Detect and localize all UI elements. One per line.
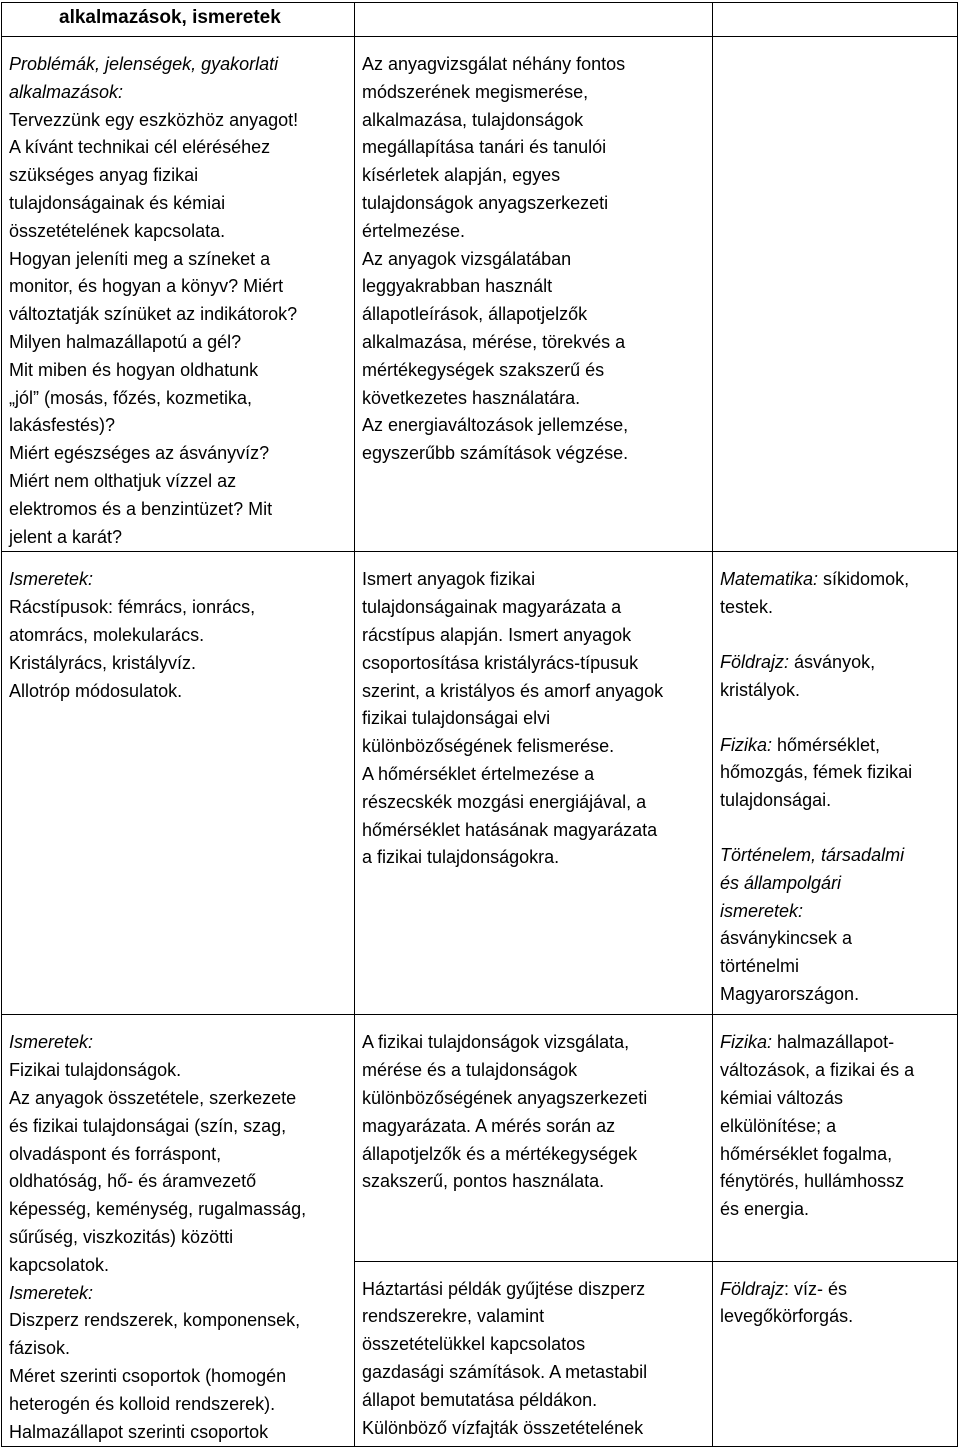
text-line: állapot bemutatása példákon. <box>362 1389 598 1410</box>
text-line: gazdasági számítások. A metastabil <box>362 1361 648 1382</box>
text-line: kapcsolatok. <box>9 1254 110 1275</box>
goals-cell <box>355 552 713 1015</box>
text-line: Magyarországon. <box>720 983 860 1004</box>
text-line: elkülönítése; a <box>720 1115 837 1136</box>
text-line: mérése és a tulajdonságok <box>362 1060 578 1081</box>
text-line: különbözőségének felismerése. <box>362 736 615 757</box>
knowledge-heading: Ismeretek: <box>9 1032 94 1053</box>
text-line: tulajdonságok anyagszerkezeti <box>362 192 609 213</box>
text-line: Az anyagok összetétele, szerkezete <box>9 1087 297 1108</box>
empty-header-cell <box>713 3 958 37</box>
connection-text: ásványok, <box>789 651 876 672</box>
text-line: szakszerű, pontos használata. <box>362 1171 605 1192</box>
subject-label: és állampolgári <box>720 872 842 893</box>
text-line: leggyakrabban használt <box>362 276 553 297</box>
text-line: kristályok. <box>720 679 801 700</box>
problems-heading-line: alkalmazások: <box>9 81 124 102</box>
text-line: fénytörés, hullámhossz <box>720 1171 905 1192</box>
knowledge-cell <box>2 1015 355 1447</box>
text-line: Allotróp módosulatok. <box>9 680 183 701</box>
connections-cell <box>713 552 958 1015</box>
text-line: ásványkincsek a <box>720 928 853 949</box>
text-line: kémiai változás <box>720 1087 844 1108</box>
problems-heading-line: Problémák, jelenségek, gyakorlati <box>9 54 279 74</box>
text-line: különbözőségének anyagszerkezeti <box>362 1087 648 1108</box>
text-line: A fizikai tulajdonságok vizsgálata, <box>362 1032 630 1053</box>
text-line: lakásfestés)? <box>9 415 116 436</box>
knowledge-cell <box>2 552 355 1015</box>
table-row <box>2 1015 958 1261</box>
text-line: Diszperz rendszerek, komponensek, <box>9 1310 301 1331</box>
text-line: Méret szerinti csoportok (homogén <box>9 1365 287 1386</box>
text-line: tulajdonságai. <box>720 790 832 811</box>
curriculum-table <box>1 2 958 1447</box>
problems-cell <box>2 37 355 552</box>
text-line: következetes használatára. <box>362 387 581 408</box>
text-line: monitor, és hogyan a könyv? Miért <box>9 276 284 297</box>
text-line: olvadáspont és forráspont, <box>9 1143 222 1164</box>
text-line: heterogén és kolloid rendszerek). <box>9 1393 276 1414</box>
text-line: hőmozgás, fémek fizikai <box>720 762 913 783</box>
text-line: atomrács, molekularács. <box>9 624 205 645</box>
text-line: hőmérséklet hatásának magyarázata <box>362 819 658 840</box>
connection-line <box>720 566 949 594</box>
text-line: Halmazállapot szerinti csoportok <box>9 1421 269 1442</box>
text-line: alkalmazása, tulajdonságok <box>362 109 584 130</box>
text-line: mértékegységek szakszerű és <box>362 359 605 380</box>
text-line: testek. <box>720 597 774 618</box>
subject-label: Fizika: <box>720 1032 773 1053</box>
section-title-cell <box>2 3 355 37</box>
text-line: A hőmérséklet értelmezése a <box>362 763 595 784</box>
connection-line <box>720 732 949 760</box>
text-line: szerint, a kristályos és amorf anyagok <box>362 680 664 701</box>
text-line: Fizikai tulajdonságok. <box>9 1060 182 1081</box>
table-row <box>2 37 958 552</box>
text-line: értelmezése. <box>362 220 466 241</box>
connections-cell <box>713 1015 958 1261</box>
text-line: alkalmazása, mérése, törekvés a <box>362 331 626 352</box>
connections-cell <box>713 1261 958 1447</box>
text-line: tulajdonságainak magyarázata a <box>362 597 622 618</box>
text-line: Háztartási példák gyűjtése diszperz <box>362 1278 646 1299</box>
text-line: rácstípus alapján. Ismert anyagok <box>362 624 632 645</box>
knowledge-heading: Ismeretek: <box>9 569 94 590</box>
text-line: magyarázata. A mérés során az <box>362 1115 616 1136</box>
text-line: megállapítása tanári és tanulói <box>362 137 607 158</box>
goals-cell <box>355 1015 713 1261</box>
table-header-row <box>2 3 958 37</box>
goals-cell <box>355 37 713 552</box>
text-line: szükséges anyag fizikai <box>9 165 199 186</box>
text-line: változtatják színüket az indikátorok? <box>9 304 298 325</box>
text-line: fázisok. <box>9 1338 71 1359</box>
text-line: tulajdonságainak és kémiai <box>9 192 226 213</box>
text-line: Ismert anyagok fizikai <box>362 569 536 590</box>
text-line: Különböző vízfajták összetételének <box>362 1417 644 1438</box>
text-line: részecskék mozgási energiájával, a <box>362 791 647 812</box>
text-line: elektromos és a benzintüzet? Mit <box>9 498 273 519</box>
text-line: csoportosítása kristályrács-típusuk <box>362 652 639 673</box>
text-line: Az anyagok vizsgálatában <box>362 248 572 269</box>
connection-line <box>720 1029 949 1057</box>
text-line: Mit miben és hogyan oldhatunk <box>9 359 259 380</box>
text-line: Rácstípusok: fémrács, ionrács, <box>9 597 256 618</box>
text-line: Tervezzünk egy eszközhöz anyagot! <box>9 109 299 130</box>
text-line: összetételének kapcsolata. <box>9 220 226 241</box>
text-line: „jól” (mosás, főzés, kozmetika, <box>9 387 253 408</box>
text-line: egyszerűbb számítások végzése. <box>362 443 629 464</box>
connection-text: hőmérséklet, <box>772 734 881 755</box>
text-line: Hogyan jeleníti meg a színeket a <box>9 248 271 269</box>
text-line: változások, a fizikai és a <box>720 1060 915 1081</box>
text-line: Milyen halmazállapotú a gél? <box>9 331 242 352</box>
goals-cell <box>355 1261 713 1447</box>
subject-label: ismeretek: <box>720 900 804 921</box>
text-line: oldhatóság, hő- és áramvezető <box>9 1171 257 1192</box>
text-line: és fizikai tulajdonságai (szín, szag, <box>9 1115 287 1136</box>
text-line: Kristályrács, kristályvíz. <box>9 652 197 673</box>
text-line: Az energiaváltozások jellemzése, <box>362 415 629 436</box>
text-line: Az anyagvizsgálat néhány fontos <box>362 54 626 74</box>
subject-label: Földrajz: <box>720 651 790 672</box>
connection-line <box>720 1276 949 1304</box>
text-line: fizikai tulajdonságai elvi <box>362 708 551 729</box>
connection-line <box>720 649 949 677</box>
text-line: Miért egészséges az ásványvíz? <box>9 443 270 464</box>
subject-label: Fizika: <box>720 734 773 755</box>
connection-text: síkidomok, <box>818 569 910 590</box>
text-line: jelent a karát? <box>9 526 123 547</box>
text-line: A kívánt technikai cél eléréséhez <box>9 137 271 158</box>
empty-header-cell <box>355 3 713 37</box>
text-line: levegőkörforgás. <box>720 1306 854 1327</box>
text-line: és energia. <box>720 1199 810 1220</box>
text-line: a fizikai tulajdonságokra. <box>362 847 560 868</box>
connection-text: : víz- és <box>784 1278 848 1299</box>
subject-label: Földrajz <box>720 1278 785 1299</box>
text-line: történelmi <box>720 956 800 977</box>
table-row <box>2 552 958 1015</box>
subject-label: Matematika: <box>720 569 819 590</box>
text-line: Miért nem olthatjuk vízzel az <box>9 470 237 491</box>
text-line: sűrűség, viszkozitás) közötti <box>9 1226 234 1247</box>
text-line: kísérletek alapján, egyes <box>362 165 561 186</box>
text-line: rendszerekre, valamint <box>362 1306 545 1327</box>
knowledge-heading: Ismeretek: <box>9 1282 94 1303</box>
text-line: összetételükkel kapcsolatos <box>362 1334 586 1355</box>
text-line: képesség, keménység, rugalmasság, <box>9 1199 307 1220</box>
text-line: állapotleírások, állapotjelzők <box>362 304 588 325</box>
connections-cell <box>713 37 958 552</box>
text-line: állapotjelzők és a mértékegységek <box>362 1143 638 1164</box>
text-line: hőmérséklet fogalma, <box>720 1143 893 1164</box>
connection-text: halmazállapot- <box>772 1032 895 1053</box>
text-line: módszerének megismerése, <box>362 81 589 102</box>
subject-label: Történelem, társadalmi <box>720 844 905 865</box>
section-title: alkalmazások, ismeretek <box>59 7 281 28</box>
